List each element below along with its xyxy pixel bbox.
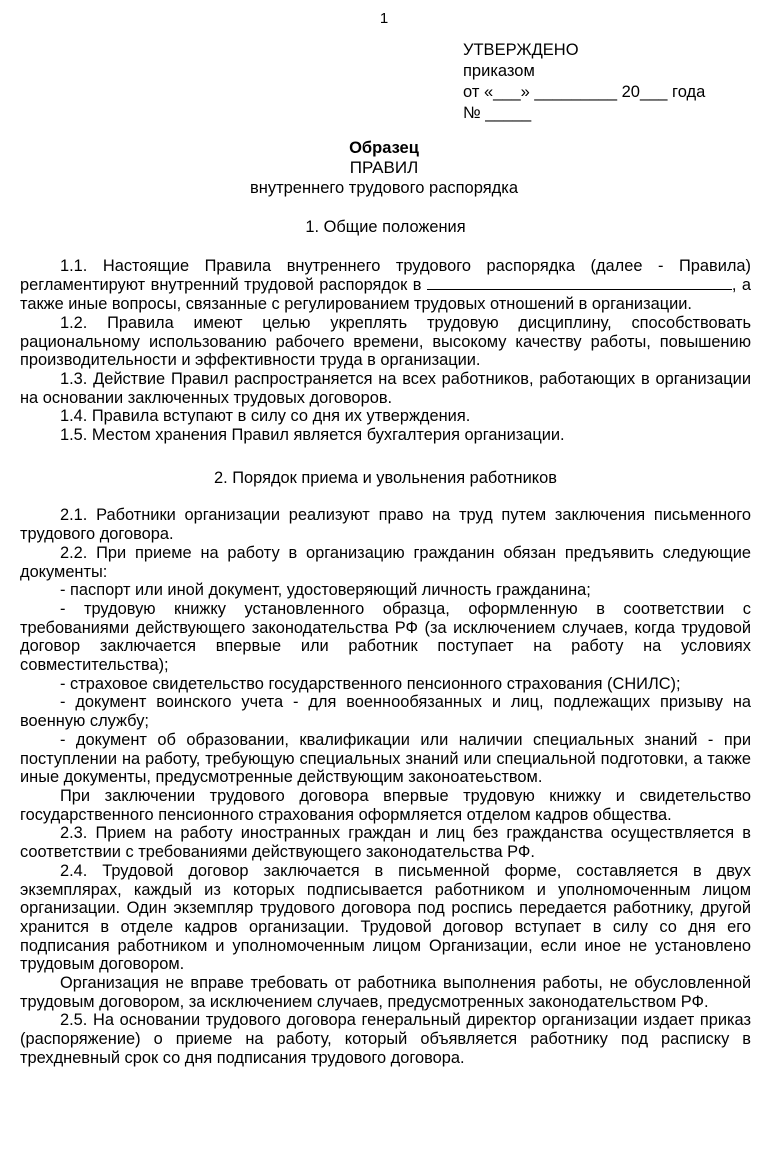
title-subtitle: внутреннего трудового распорядка bbox=[249, 179, 519, 197]
approval-line-order: приказом bbox=[463, 62, 535, 80]
paragraph-1-1-start: 1.1. Настоящие Правила внутреннего трудового распорядка (далее - Правила) регламентируют внутренний трудовой распорядок в bbox=[20, 256, 751, 295]
section-2-heading: 2. Порядок приема и увольнения работников bbox=[214, 468, 557, 487]
document-title bbox=[0, 138, 768, 198]
page-number: 1 bbox=[379, 10, 389, 27]
paragraph-1-3: 1.3. Действие Правил распространяется на всех работников, работающих в организации на основании заключенных трудовых договоров. bbox=[20, 369, 751, 407]
paragraph-1-4: 1.4. Правила вступают в силу со дня их утверждения. bbox=[60, 407, 471, 426]
paragraph-2-2: 2.2. При приеме на работу в организацию гражданин обязан предъявить следующие документы: bbox=[20, 543, 751, 581]
paragraph-note-1: При заключении трудового договора впервые трудовую книжку и свидетельство государственного пенсионного страхования оформляется отделом кадров общества. bbox=[20, 786, 751, 824]
paragraph-2-1: 2.1. Работники организации реализуют право на труд путем заключения письменного трудового договора. bbox=[20, 506, 751, 544]
paragraph-1-1 bbox=[20, 257, 751, 314]
paragraph-1-1-end: , а также иные вопросы, связанные с регулированием трудовых отношений в организации. bbox=[20, 276, 751, 314]
approval-line-number: № _____ bbox=[463, 104, 532, 122]
section-1-heading: 1. Общие положения bbox=[305, 218, 466, 236]
list-item: - страховое свидетельство государственного пенсионного страхования (СНИЛС); bbox=[60, 674, 681, 693]
list-item: - паспорт или иной документ, удостоверяющий личность гражданина; bbox=[60, 581, 591, 600]
title-rules: ПРАВИЛ bbox=[349, 158, 419, 177]
list-item: - трудовую книжку установленного образца, оформленную в соответствии с требованиями действующего законодательства РФ (за исключением случаев, когда трудовой договор заключается впервые или работник поступает на работу на условиях совместительства); bbox=[20, 599, 751, 675]
paragraph-note-2: Организация не вправе требовать от работника выполнения работы, не обусловленной трудовым договором, за исключением случаев, предусмотренных законодательством РФ. bbox=[20, 974, 751, 1011]
organization-blank-line bbox=[427, 275, 732, 290]
paragraph-1-5: 1.5. Местом хранения Правил является бухгалтерия организации. bbox=[60, 426, 565, 445]
document-body bbox=[20, 218, 751, 1068]
title-sample: Образец bbox=[349, 139, 419, 157]
approval-title: УТВЕРЖДЕНО bbox=[463, 41, 579, 59]
paragraph-2-5: 2.5. На основании трудового договора генеральный директор организации издает приказ (распоряжение) о приеме на работу, который объявляется работнику под расписку в трехдневный срок со дня подписания трудового договора. bbox=[20, 1011, 751, 1067]
list-item: - документ воинского учета - для военнообязанных и лиц, подлежащих призыву на военную службу; bbox=[20, 693, 751, 731]
paragraph-2-3: 2.3. Прием на работу иностранных граждан и лиц без гражданства осуществляется в соответствии с требованиями действующего законодательства РФ. bbox=[20, 824, 751, 862]
approval-line-date: от «___» _________ 20___ года bbox=[463, 83, 706, 101]
approval-block bbox=[463, 40, 705, 124]
paragraph-1-2: 1.2. Правила имеют целью укреплять трудовую дисциплину, способствовать рациональному использованию рабочего времени, высокому качеству работы, повышению производительности и эффективности труда в организации. bbox=[20, 313, 751, 370]
paragraph-2-4: 2.4. Трудовой договор заключается в письменной форме, составляется в двух экземплярах, каждый из которых подписывается работником и уполномоченным лицом организации. Один экземпляр трудового договора под роспись передается работнику, другой хранится в отделе кадров организации. Трудовой договор вступает в силу со дня его подписания работником и уполномоченным лицом Организации, если иное не установлено трудовым договором. bbox=[20, 861, 751, 974]
list-item: - документ об образовании, квалификации или наличии специальных знаний - при поступлении на работу, требующую специальных знаний или специальной подготовки, а также иные документы, предусмотренные действующим законоатеьством. bbox=[20, 730, 751, 787]
